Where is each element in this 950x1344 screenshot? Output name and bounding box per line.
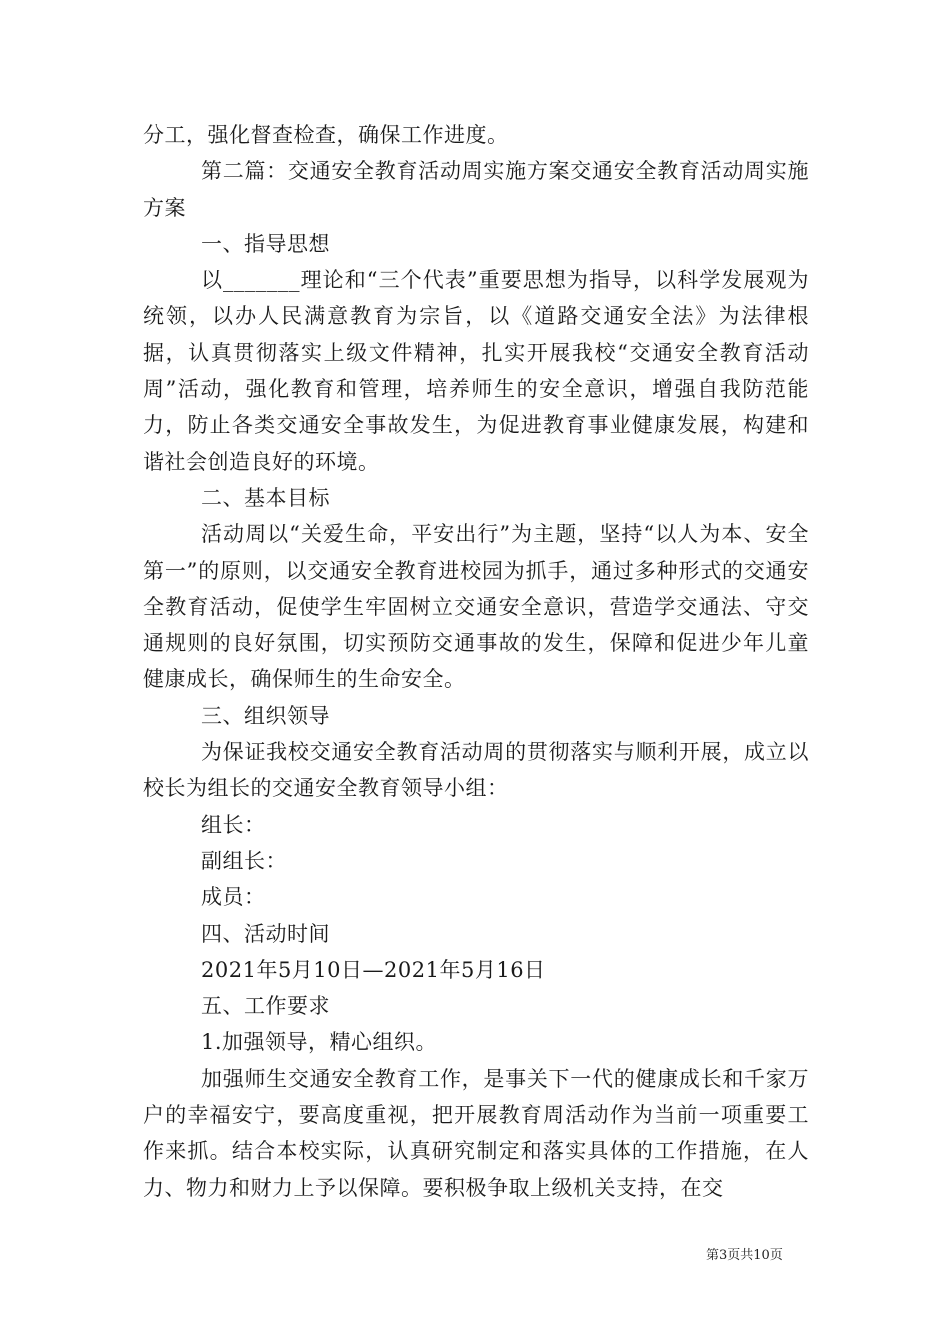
- heading-basic-goals: 二、基本目标: [201, 485, 330, 510]
- heading-work-requirements: 五、工作要求: [201, 994, 330, 1019]
- subheading-leadership: 1.加强领导，精心组织。: [201, 1030, 438, 1055]
- heading-activity-time: 四、活动时间: [201, 921, 330, 946]
- line-members: 成员：: [201, 885, 266, 910]
- section-title-part-two: 第二篇：交通安全教育活动周实施方案交通安全教育活动周实施方案: [143, 159, 809, 220]
- heading-organization: 三、组织领导: [201, 703, 330, 728]
- line-group-leader: 组长：: [201, 812, 266, 837]
- paragraph-guiding-ideology: 以_______理论和“三个代表”重要思想为指导，以科学发展观为统领，以办人民满意教育为宗旨，以《道路交通安全法》为法律根据，认真贯彻落实上级文件精神，扎实开展我校“交通安全教育活动周”活动，强化教育和管理，培养师生的安全意识，增强自我防范能力，防止各类交通安全事故发生，为促进教育事业健康发展，构建和谐社会创造良好的环境。: [143, 268, 809, 474]
- document-body: [143, 117, 809, 1206]
- page-number-footer: 第3页共10页: [706, 1248, 783, 1263]
- line-activity-dates: 2021年5月10日—2021年5月16日: [201, 957, 546, 982]
- paragraph-organization: 为保证我校交通安全教育活动周的贯彻落实与顺利开展，成立以校长为组长的交通安全教育领导小组：: [143, 740, 809, 801]
- line-deputy-leader: 副组长：: [201, 848, 287, 873]
- paragraph-leadership: 加强师生交通安全教育工作，是事关下一代的健康成长和千家万户的幸福安宁，要高度重视，把开展教育周活动作为当前一项重要工作来抓。结合本校实际，认真研究制定和落实具体的工作措施，在人力、物力和财力上予以保障。要积极争取上级机关支持，在交: [143, 1066, 809, 1200]
- paragraph-basic-goals: 活动周以“关爱生命，平安出行”为主题，坚持“以人为本、安全第一”的原则，以交通安全教育进校园为抓手，通过多种形式的交通安全教育活动，促使学生牢固树立交通安全意识，营造学交通法、守交通规则的良好氛围，切实预防交通事故的发生，保障和促进少年儿童健康成长，确保师生的生命安全。: [143, 522, 809, 692]
- paragraph-intro-end: 分工，强化督查检查，确保工作进度。: [143, 123, 509, 147]
- heading-guiding-ideology: 一、指导思想: [201, 231, 330, 256]
